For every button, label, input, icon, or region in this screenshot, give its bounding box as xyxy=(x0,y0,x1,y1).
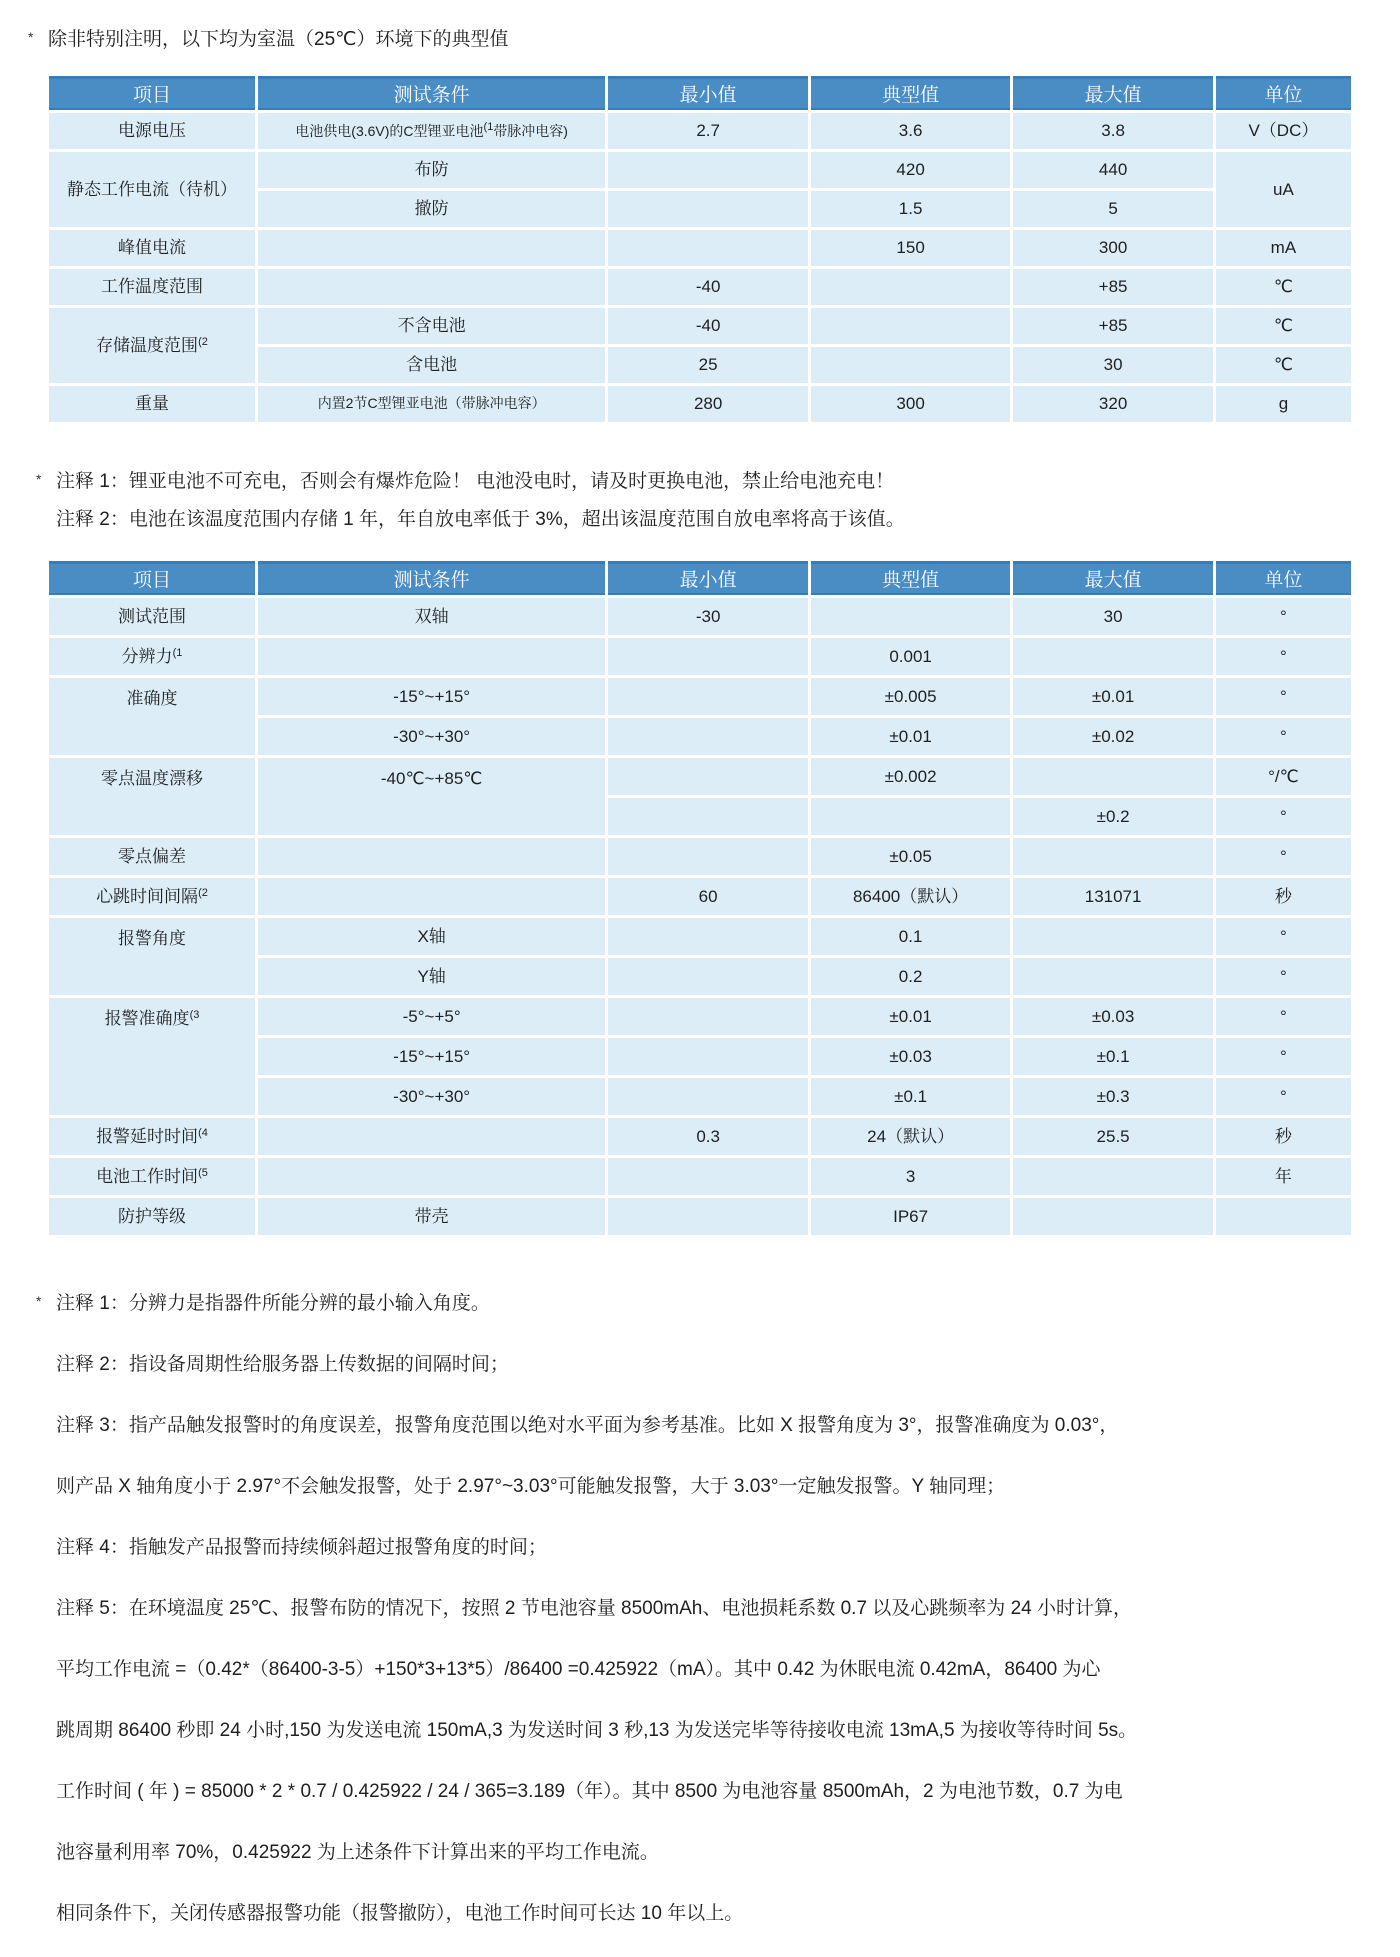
table-row xyxy=(49,598,1351,635)
value-cell: ° xyxy=(1216,1078,1351,1115)
value-cell: +85 xyxy=(1013,269,1212,305)
value-cell: V（DC） xyxy=(1216,113,1351,149)
sensor-notes xyxy=(0,1288,1400,1927)
note-text: 注释 5：在环境温度 25℃、报警布防的情况下，按照 2 节电池容量 8500mAh、电池损耗系数 0.7 以及心跳频率为 24 小时计算， xyxy=(56,1598,1132,1619)
item-cell: 报警延时时间$^{(4}$ xyxy=(49,1118,255,1155)
value-cell xyxy=(258,1158,605,1195)
value-cell xyxy=(608,152,807,188)
value-cell: ±0.002 xyxy=(811,758,1010,795)
value-cell: 年 xyxy=(1216,1158,1351,1195)
value-cell: ℃ xyxy=(1216,347,1351,383)
value-cell xyxy=(608,230,807,266)
note-line xyxy=(36,1352,1400,1378)
column-header: 测试条件 xyxy=(258,561,605,595)
value-cell xyxy=(811,269,1010,305)
note-text: 相同条件下，关闭传感器报警功能（报警撤防），电池工作时间可长达 10 年以上。 xyxy=(56,1903,744,1924)
table-row xyxy=(49,758,1351,795)
value-cell xyxy=(1216,1198,1351,1235)
column-header: 单位 xyxy=(1216,76,1351,110)
value-cell: -30 xyxy=(608,598,807,635)
value-cell: ±0.05 xyxy=(811,838,1010,875)
table-row xyxy=(49,269,1351,305)
spec-table xyxy=(46,73,1354,425)
value-cell: 24（默认） xyxy=(811,1118,1010,1155)
value-cell: ° xyxy=(1216,1038,1351,1075)
value-cell: ±0.01 xyxy=(811,718,1010,755)
value-cell: 内置2节C型锂亚电池（带脉冲电容） xyxy=(258,386,605,422)
value-cell: 30 xyxy=(1013,598,1212,635)
value-cell: 布防 xyxy=(258,152,605,188)
note-line xyxy=(36,1657,1400,1683)
value-cell: 秒 xyxy=(1216,878,1351,915)
value-cell: ±0.005 xyxy=(811,678,1010,715)
value-cell: ℃ xyxy=(1216,308,1351,344)
value-cell xyxy=(811,308,1010,344)
value-cell: ±0.03 xyxy=(811,1038,1010,1075)
value-cell xyxy=(1013,1158,1212,1195)
item-cell: 撤防 xyxy=(258,191,605,227)
value-cell xyxy=(608,678,807,715)
item-cell: 测试范围 xyxy=(49,598,255,635)
value-cell: ° xyxy=(1216,798,1351,835)
value-cell: 300 xyxy=(1013,230,1212,266)
item-cell: Y轴 xyxy=(258,958,605,995)
top-note-text: 除非特别注明，以下均为室温（25℃）环境下的典型值 xyxy=(48,29,509,50)
note-line xyxy=(36,1840,1400,1866)
value-cell xyxy=(1013,1198,1212,1235)
table-row xyxy=(49,1118,1351,1155)
value-cell: ℃ xyxy=(1216,269,1351,305)
item-cell: 准确度 xyxy=(49,678,255,755)
value-cell xyxy=(608,838,807,875)
value-cell: 420 xyxy=(811,152,1010,188)
value-cell: 不含电池 xyxy=(258,308,605,344)
asterisk-marker: * xyxy=(36,471,42,487)
superscript-note-ref: (3 xyxy=(189,1009,200,1021)
value-cell xyxy=(258,878,605,915)
superscript-note-ref: (2 xyxy=(198,886,208,899)
value-cell xyxy=(811,598,1010,635)
value-cell xyxy=(608,1158,807,1195)
note-text: 注释 2：电池在该温度范围内存储 1 年，年自放电率低于 3%，超出该温度范围自放电率将高于该值。 xyxy=(56,509,905,530)
value-cell: ±0.1 xyxy=(811,1078,1010,1115)
item-cell: 分辨力$^{(1}$ xyxy=(49,638,255,675)
sensor-spec-table-block xyxy=(0,558,1400,1238)
value-cell: ° xyxy=(1216,838,1351,875)
value-cell xyxy=(258,230,605,266)
note-text: 注释 3：指产品触发报警时的角度误差，报警角度范围以绝对水平面为参考基准。比如 X 报警角度为 3°，报警准确度为 0.03°， xyxy=(56,1415,1119,1436)
note-text: 注释 1：锂亚电池不可充电，否则会有爆炸危险！ 电池没电时，请及时更换电池，禁止给电池充电！ xyxy=(56,471,895,492)
value-cell: 86400（默认） xyxy=(811,878,1010,915)
header-row xyxy=(49,561,1351,595)
value-cell: 0.2 xyxy=(811,958,1010,995)
spec-table xyxy=(46,558,1354,1238)
note-line xyxy=(36,1779,1400,1805)
value-cell: -40℃~+85℃ xyxy=(258,758,605,835)
note-line xyxy=(36,1288,1400,1317)
note-text: 平均工作电流 =（0.42*（86400-3-5）+150*3+13*5）/86400 =0.425922（mA）。其中 0.42 为休眠电流 0.42mA，86400 为心 xyxy=(56,1659,1101,1680)
value-cell xyxy=(608,638,807,675)
superscript-note-ref: (1 xyxy=(172,646,183,659)
value-cell: ° xyxy=(1216,958,1351,995)
column-header: 最大值 xyxy=(1013,76,1212,110)
value-cell: 0.3 xyxy=(608,1118,807,1155)
superscript-note-ref: (1 xyxy=(483,121,494,134)
value-cell: ±0.03 xyxy=(1013,998,1212,1035)
value-cell: 3.8 xyxy=(1013,113,1212,149)
value-cell: 3.6 xyxy=(811,113,1010,149)
value-cell: +85 xyxy=(1013,308,1212,344)
table-row xyxy=(49,1198,1351,1235)
value-cell: 25.5 xyxy=(1013,1118,1212,1155)
table-row xyxy=(49,152,1351,188)
note-line xyxy=(36,1413,1400,1439)
column-header: 项目 xyxy=(49,561,255,595)
value-cell: -15°~+15° xyxy=(258,678,605,715)
superscript-note-ref: (5 xyxy=(198,1166,208,1179)
item-cell: 报警角度 xyxy=(49,918,255,995)
item-cell: 电池工作时间$^{(5}$ xyxy=(49,1158,255,1195)
item-cell: 防护等级 xyxy=(49,1198,255,1235)
value-cell xyxy=(608,1078,807,1115)
column-header: 典型值 xyxy=(811,561,1010,595)
battery-notes xyxy=(0,467,1400,532)
item-cell: 零点偏差 xyxy=(49,838,255,875)
value-cell: ° xyxy=(1216,638,1351,675)
value-cell: ° xyxy=(1216,998,1351,1035)
column-header: 典型值 xyxy=(811,76,1010,110)
value-cell xyxy=(1013,918,1212,955)
note-line xyxy=(36,507,1400,532)
value-cell: 双轴 xyxy=(258,598,605,635)
value-cell: -5°~+5° xyxy=(258,998,605,1035)
value-cell: 30 xyxy=(1013,347,1212,383)
column-header: 单位 xyxy=(1216,561,1351,595)
note-text: 注释 4：指触发产品报警而持续倾斜超过报警角度的时间； xyxy=(56,1537,547,1558)
item-cell: 重量 xyxy=(49,386,255,422)
value-cell xyxy=(608,1038,807,1075)
value-cell xyxy=(258,269,605,305)
value-cell xyxy=(608,998,807,1035)
value-cell: 电池供电(3.6V)的C型锂亚电池$^{(1}$带脉冲电容) xyxy=(258,113,605,149)
electrical-spec-table-block xyxy=(0,73,1400,425)
value-cell xyxy=(258,638,605,675)
value-cell: 150 xyxy=(811,230,1010,266)
value-cell xyxy=(258,838,605,875)
electrical-spec-table xyxy=(0,73,1400,425)
value-cell xyxy=(1013,638,1212,675)
value-cell: ±0.2 xyxy=(1013,798,1212,835)
item-cell: 静态工作电流（待机） xyxy=(49,152,255,227)
value-cell xyxy=(811,347,1010,383)
value-cell: 300 xyxy=(811,386,1010,422)
superscript-note-ref: (2 xyxy=(198,335,208,348)
value-cell: -40 xyxy=(608,308,807,344)
top-note xyxy=(28,24,1400,51)
value-cell: ±0.3 xyxy=(1013,1078,1212,1115)
superscript-note-ref: (4 xyxy=(198,1126,208,1139)
note-line xyxy=(36,1718,1400,1744)
value-cell xyxy=(608,1198,807,1235)
value-cell: °/℃ xyxy=(1216,758,1351,795)
value-cell: uA xyxy=(1216,152,1351,227)
table-row xyxy=(49,878,1351,915)
note-line xyxy=(36,1901,1400,1927)
note-line xyxy=(36,467,1400,494)
note-text: 则产品 X 轴角度小于 2.97°不会触发报警，处于 2.97°~3.03°可能触发报警，大于 3.03°一定触发报警。Y 轴同理； xyxy=(56,1476,1006,1497)
table-row xyxy=(49,638,1351,675)
note-text: 池容量利用率 70%，0.425922 为上述条件下计算出来的平均工作电流。 xyxy=(56,1842,659,1863)
table-row xyxy=(49,998,1351,1035)
value-cell: 131071 xyxy=(1013,878,1212,915)
value-cell: g xyxy=(1216,386,1351,422)
table-row xyxy=(49,230,1351,266)
table-row xyxy=(49,918,1351,955)
value-cell: -40 xyxy=(608,269,807,305)
item-cell: 心跳时间间隔$^{(2}$ xyxy=(49,878,255,915)
note-text: 跳周期 86400 秒即 24 小时,150 为发送电流 150mA,3 为发送时间 3 秒,13 为发送完毕等待接收电流 13mA,5 为接收等待时间 5s。 xyxy=(56,1720,1138,1741)
value-cell: ±0.01 xyxy=(1013,678,1212,715)
column-header: 最小值 xyxy=(608,76,807,110)
value-cell: 秒 xyxy=(1216,1118,1351,1155)
item-cell: -15°~+15° xyxy=(258,1038,605,1075)
value-cell xyxy=(258,1118,605,1155)
table-row xyxy=(49,308,1351,344)
value-cell: mA xyxy=(1216,230,1351,266)
note-line xyxy=(36,1535,1400,1561)
value-cell: ° xyxy=(1216,598,1351,635)
item-cell: -30°~+30° xyxy=(258,718,605,755)
value-cell: ° xyxy=(1216,918,1351,955)
value-cell xyxy=(608,718,807,755)
item-cell: 含电池 xyxy=(258,347,605,383)
table-row xyxy=(49,1158,1351,1195)
item-cell: 零点温度漂移 xyxy=(49,758,255,835)
column-header: 最小值 xyxy=(608,561,807,595)
value-cell: 0.001 xyxy=(811,638,1010,675)
table-row xyxy=(49,113,1351,149)
note-text: 注释 1：分辨力是指器件所能分辨的最小输入角度。 xyxy=(56,1293,490,1314)
column-header: 测试条件 xyxy=(258,76,605,110)
value-cell: 60 xyxy=(608,878,807,915)
value-cell: ° xyxy=(1216,678,1351,715)
item-cell: 工作温度范围 xyxy=(49,269,255,305)
value-cell: 280 xyxy=(608,386,807,422)
value-cell xyxy=(608,918,807,955)
table-row xyxy=(49,386,1351,422)
value-cell xyxy=(811,798,1010,835)
value-cell: ° xyxy=(1216,718,1351,755)
value-cell: 25 xyxy=(608,347,807,383)
value-cell: 2.7 xyxy=(608,113,807,149)
note-text: 工作时间 ( 年 ) = 85000 * 2 * 0.7 / 0.425922 / 24 / 365=3.189（年）。其中 8500 为电池容量 8500mAh，2 为电池节数，0.7 为电 xyxy=(56,1781,1123,1802)
header-row xyxy=(49,76,1351,110)
item-cell: 电源电压 xyxy=(49,113,255,149)
note-line xyxy=(36,1474,1400,1500)
sensor-spec-table xyxy=(0,558,1400,1238)
item-cell xyxy=(608,798,807,835)
column-header: 最大值 xyxy=(1013,561,1212,595)
note-line xyxy=(36,1596,1400,1622)
value-cell xyxy=(608,758,807,795)
value-cell xyxy=(608,958,807,995)
value-cell xyxy=(1013,838,1212,875)
item-cell: -30°~+30° xyxy=(258,1078,605,1115)
item-cell: 峰值电流 xyxy=(49,230,255,266)
asterisk-marker: * xyxy=(36,1293,42,1309)
value-cell xyxy=(1013,958,1212,995)
value-cell: 5 xyxy=(1013,191,1212,227)
value-cell: 0.1 xyxy=(811,918,1010,955)
value-cell: ±0.01 xyxy=(811,998,1010,1035)
value-cell: X轴 xyxy=(258,918,605,955)
value-cell: ±0.02 xyxy=(1013,718,1212,755)
value-cell: 1.5 xyxy=(811,191,1010,227)
value-cell: 3 xyxy=(811,1158,1010,1195)
value-cell: 320 xyxy=(1013,386,1212,422)
value-cell xyxy=(1013,758,1212,795)
note-text: 注释 2：指设备周期性给服务器上传数据的间隔时间； xyxy=(56,1354,509,1375)
column-header: 项目 xyxy=(49,76,255,110)
item-cell: 报警准确度$^{(3}$ xyxy=(49,998,255,1115)
table-row xyxy=(49,838,1351,875)
value-cell xyxy=(608,191,807,227)
value-cell: ±0.1 xyxy=(1013,1038,1212,1075)
table-row xyxy=(49,678,1351,715)
value-cell: 带壳 xyxy=(258,1198,605,1235)
item-cell: 存储温度范围$^{(2}$ xyxy=(49,308,255,383)
asterisk-marker: * xyxy=(28,29,34,45)
value-cell: IP67 xyxy=(811,1198,1010,1235)
value-cell: 440 xyxy=(1013,152,1212,188)
